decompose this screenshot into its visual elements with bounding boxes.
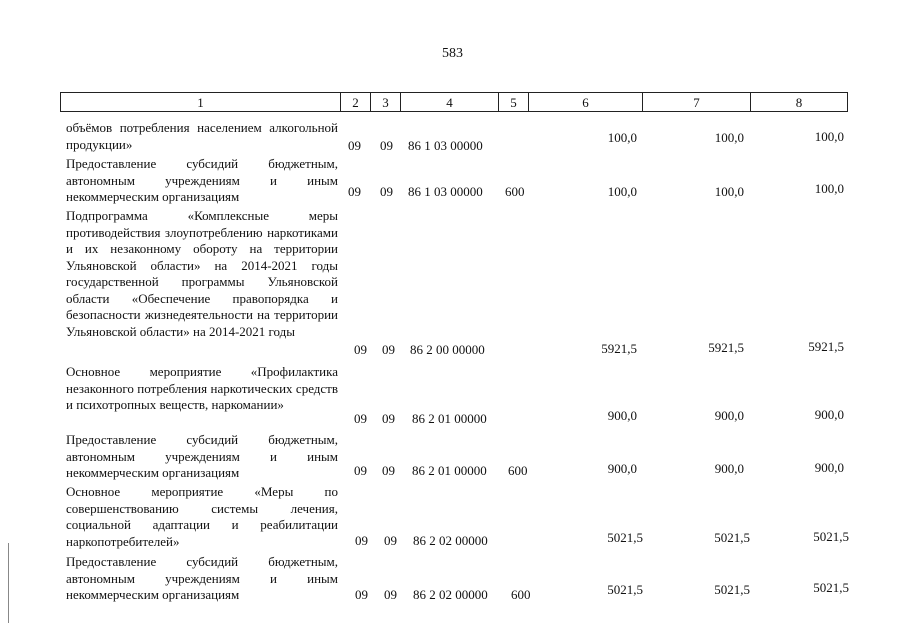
row-vr: 600 — [505, 184, 525, 199]
row-description: объёмов потребления населением алкогольной продукции» — [66, 120, 338, 152]
table-row — [0, 364, 905, 430]
row-rz: 09 — [355, 533, 368, 548]
row-description: Предоставление субсидий бюджетным, автономным учреждениям и иным некоммерческим организациям — [66, 554, 338, 602]
row-value-8: 5021,5 — [813, 529, 849, 544]
row-value-7: 5021,5 — [714, 582, 750, 597]
row-description: Предоставление субсидий бюджетным, автономным учреждениям и иным некоммерческим организациям — [66, 156, 338, 204]
row-value-7: 900,0 — [714, 408, 744, 423]
row-rz: 09 — [348, 138, 361, 153]
row-description: Предоставление субсидий бюджетным, автономным учреждениям и иным некоммерческим организациям — [66, 432, 338, 480]
row-value-8: 900,0 — [814, 460, 844, 475]
row-csr: 86 2 02 00000 — [413, 587, 488, 602]
header-col-8: 8 — [750, 92, 848, 112]
page-number: 583 — [442, 46, 463, 61]
row-csr: 86 1 03 00000 — [408, 184, 483, 199]
header-col-2: 2 — [340, 92, 370, 112]
row-vr: 600 — [508, 463, 528, 478]
row-pr: 09 — [380, 184, 393, 199]
row-value-6: 5021,5 — [607, 582, 643, 597]
row-rz: 09 — [354, 411, 367, 426]
row-value-6: 900,0 — [607, 408, 637, 423]
row-value-8: 100,0 — [814, 181, 844, 196]
row-value-7: 100,0 — [714, 184, 744, 199]
row-value-8: 5021,5 — [813, 580, 849, 595]
row-vr: 600 — [511, 587, 531, 602]
row-pr: 09 — [382, 342, 395, 357]
row-value-8: 900,0 — [814, 407, 844, 422]
row-value-6: 5021,5 — [607, 530, 643, 545]
row-csr: 86 2 01 00000 — [412, 411, 487, 426]
table-row — [0, 432, 905, 482]
row-value-6: 100,0 — [607, 184, 637, 199]
table-row — [0, 484, 905, 552]
header-col-5: 5 — [498, 92, 528, 112]
row-value-8: 100,0 — [814, 129, 844, 144]
row-rz: 09 — [354, 342, 367, 357]
row-value-7: 5921,5 — [708, 340, 744, 355]
header-col-3: 3 — [370, 92, 400, 112]
row-csr: 86 1 03 00000 — [408, 138, 483, 153]
row-description: Основное мероприятие «Меры по совершенствованию системы лечения, социальной адаптации и реабилитации наркопотребителей» — [66, 484, 338, 549]
table-row — [0, 156, 905, 207]
row-csr: 86 2 01 00000 — [412, 463, 487, 478]
row-csr: 86 2 00 00000 — [410, 342, 485, 357]
row-description: Подпрограмма «Комплексные меры противодействия злоупотреблению наркотиками и их незаконному обороту на территории Ульяновской области» на 2014-2021 годы государственной программы Ульяновской области «Обеспечение правопорядка и безопасности жизнедеятельности на территории Ульяновской области» на 2014-2021 годы — [66, 208, 338, 339]
row-description: Основное мероприятие «Профилактика незаконного потребления наркотических средств и психотропных веществ, наркомании» — [66, 364, 338, 412]
header-col-6: 6 — [528, 92, 642, 112]
row-rz: 09 — [355, 587, 368, 602]
row-value-7: 100,0 — [714, 130, 744, 145]
row-value-7: 5021,5 — [714, 530, 750, 545]
row-value-6: 5921,5 — [601, 341, 637, 356]
table-row — [0, 120, 905, 154]
row-value-7: 900,0 — [714, 461, 744, 476]
row-value-8: 5921,5 — [808, 339, 844, 354]
row-value-6: 100,0 — [607, 130, 637, 145]
row-pr: 09 — [382, 463, 395, 478]
header-col-1: 1 — [60, 92, 340, 112]
table-row — [0, 554, 905, 604]
row-pr: 09 — [382, 411, 395, 426]
row-rz: 09 — [348, 184, 361, 199]
header-col-7: 7 — [642, 92, 750, 112]
row-pr: 09 — [384, 533, 397, 548]
row-rz: 09 — [354, 463, 367, 478]
table-row — [0, 208, 905, 362]
row-value-6: 900,0 — [607, 461, 637, 476]
header-col-4: 4 — [400, 92, 498, 112]
row-pr: 09 — [380, 138, 393, 153]
row-pr: 09 — [384, 587, 397, 602]
row-csr: 86 2 02 00000 — [413, 533, 488, 548]
